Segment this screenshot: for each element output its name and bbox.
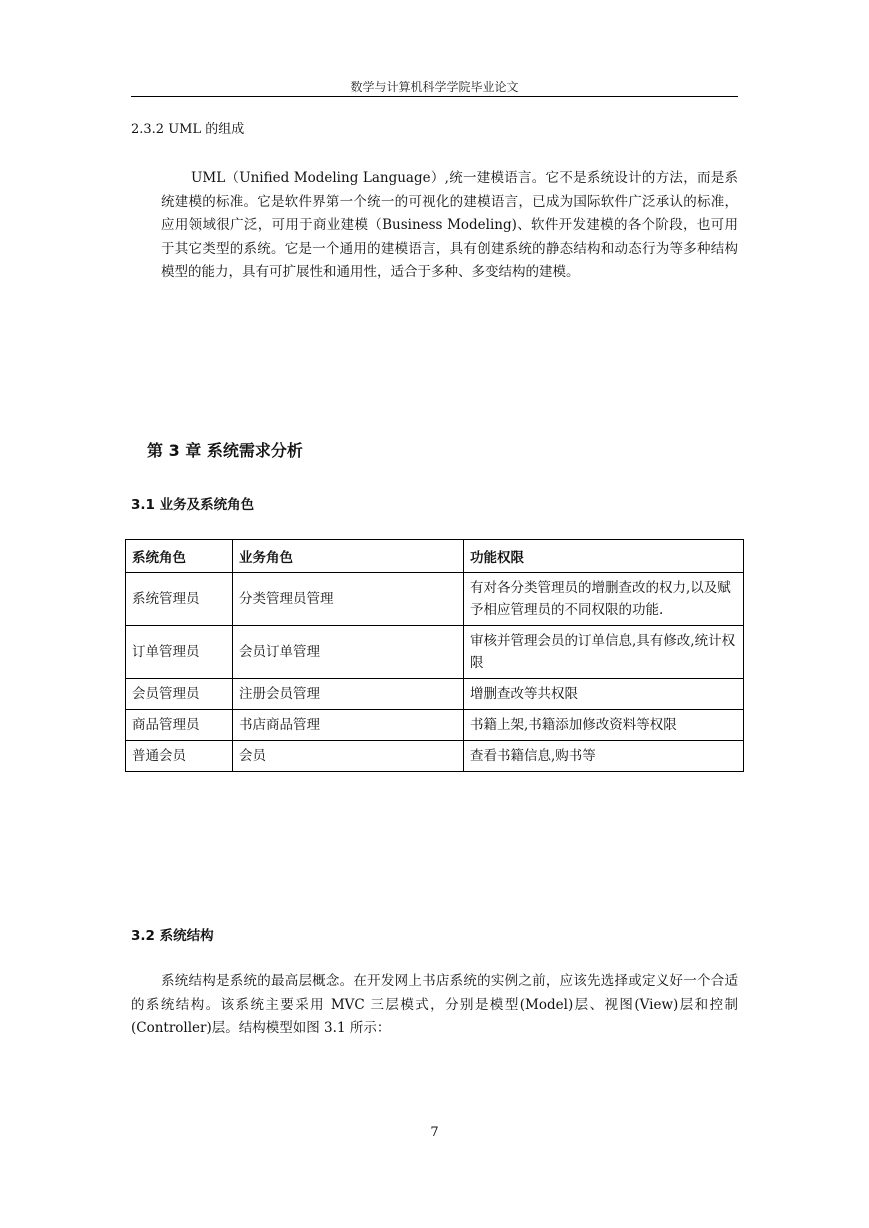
cell-business-role: 分类管理员管理 (233, 573, 464, 626)
header-rule (131, 96, 738, 97)
cell-function-permission: 审核并管理会员的订单信息,具有修改,统计权限 (464, 626, 744, 679)
cell-function-permission: 书籍上架,书籍添加修改资料等权限 (464, 710, 744, 741)
cell-business-role: 书店商品管理 (233, 710, 464, 741)
structure-paragraph: 系统结构是系统的最高层概念。在开发网上书店系统的实例之前，应该先选择或定义好一个合适的系统结构。该系统主要采用 MVC 三层模式，分别是模型(Model)层、视图(View)层和控制(Controller)层。结构模型如图 3.1 所示： (131, 973, 738, 1036)
page-number: 7 (430, 1125, 439, 1140)
cell-function-permission: 增删查改等共权限 (464, 679, 744, 710)
section-heading-3-2: 3.2 系统结构 (131, 928, 214, 944)
section-heading-3-1: 3.1 业务及系统角色 (131, 497, 255, 513)
cell-system-role: 商品管理员 (126, 710, 233, 741)
section-heading-2-3-2: 2.3.2 UML 的组成 (131, 122, 245, 137)
uml-paragraph: UML（Unified Modeling Language）,统一建模语言。它不是系统设计的方法，而是系统建模的标准。它是软件界第一个统一的可视化的建模语言，已成为国际软件广泛承认的标准，应用领域很广泛，可用于商业建模（Business Modeling)、软件开发建模的各个阶段，也可用于其它类型的系统。它是一个通用的建模语言，具有创建系统的静态结构和动态行为等多种结构模型的能力，具有可扩展性和通用性，适合于多种、多变结构的建模。 (161, 170, 738, 280)
header-function-permission: 功能权限 (464, 540, 744, 573)
header-business-role: 业务角色 (233, 540, 464, 573)
cell-business-role: 注册会员管理 (233, 679, 464, 710)
roles-table (125, 539, 744, 772)
cell-business-role: 会员订单管理 (233, 626, 464, 679)
chapter-title: 第 3 章 系统需求分析 (147, 441, 303, 460)
cell-function-permission: 查看书籍信息,购书等 (464, 741, 744, 772)
cell-system-role: 普通会员 (126, 741, 233, 772)
cell-business-role: 会员 (233, 741, 464, 772)
table-row (126, 573, 744, 626)
cell-system-role: 会员管理员 (126, 679, 233, 710)
cell-function-permission: 有对各分类管理员的增删查改的权力,以及赋予相应管理员的不同权限的功能. (464, 573, 744, 626)
table-row (126, 626, 744, 679)
cell-system-role: 订单管理员 (126, 626, 233, 679)
cell-system-role: 系统管理员 (126, 573, 233, 626)
table-row (126, 679, 744, 710)
table-header-row (126, 540, 744, 573)
table-row (126, 710, 744, 741)
table-row (126, 741, 744, 772)
header-system-role: 系统角色 (126, 540, 233, 573)
page-header-title: 数学与计算机科学学院毕业论文 (350, 80, 519, 94)
